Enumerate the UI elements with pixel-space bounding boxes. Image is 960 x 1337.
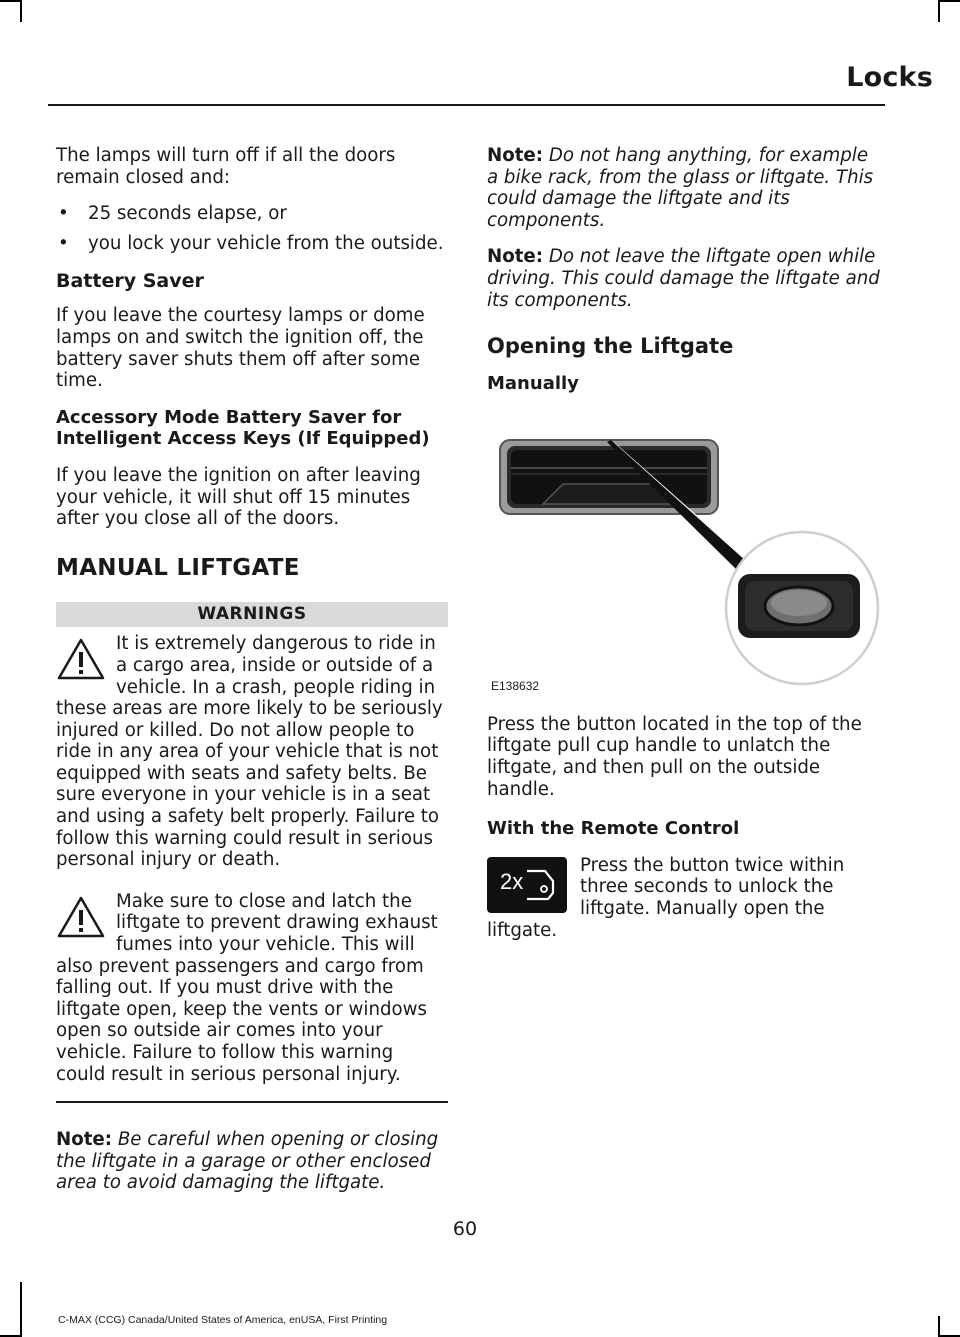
crop-mark: [20, 0, 22, 22]
note-text: Do not leave the liftgate open while driving. This could damage the liftgate and its components.: [487, 246, 880, 311]
warning-text: It is extremely dangerous to ride in a cargo area, inside or outside of a vehicle. In a crash, people riding in these areas are more likely to be seriously injured or killed. Do not allow people to ride in any area of your vehicle that is not equipped with seats and safety belts. Be sure everyone in your vehicle is in a seat and using a safety belt properly. Failure to follow this warning could result in serious personal injury or death.: [56, 633, 443, 871]
note-paragraph: [487, 145, 882, 231]
note-label: Note:: [487, 246, 544, 268]
manual-liftgate-heading: MANUAL LIFTGATE: [56, 554, 300, 581]
page-number: 60: [452, 1218, 478, 1240]
accessory-mode-paragraph: If you leave the ignition on after leaving your vehicle, it will shut off 15 minutes after you close all of the doors.: [56, 464, 421, 530]
page-title: Locks: [846, 62, 933, 93]
right-column: [487, 145, 882, 941]
manually-heading: Manually: [487, 373, 579, 395]
crop-mark: [938, 1316, 940, 1337]
battery-saver-heading: Battery Saver: [56, 270, 204, 293]
liftgate-outline-icon: [487, 857, 567, 913]
accessory-mode-heading: Accessory Mode Battery Saver for Intelligent Access Keys (If Equipped): [56, 406, 430, 450]
crop-mark: [20, 1282, 22, 1337]
publication-footer: C-MAX (CCG) Canada/United States of America, enUSA, First Printing: [58, 1314, 388, 1326]
note-label: Note:: [56, 1129, 113, 1151]
remote-icon-label: 2x: [500, 868, 524, 894]
lamp-conditions-list: [56, 203, 448, 254]
opening-liftgate-heading: Opening the Liftgate: [487, 334, 734, 359]
remote-paragraph: Press the button twice within three seconds to unlock the liftgate. Manually open the liftgate.: [487, 854, 845, 941]
list-item: • you lock your vehicle from the outside.: [56, 233, 448, 255]
warning-triangle-icon: [56, 637, 106, 681]
remote-control-heading: With the Remote Control: [487, 818, 740, 840]
liftgate-handle-illustration: [487, 410, 882, 700]
crop-mark: [938, 0, 940, 22]
remote-instruction: [487, 855, 882, 941]
warning-block: [56, 633, 448, 871]
warnings-header: WARNINGS: [56, 602, 448, 627]
warning-text: Make sure to close and latch the liftgate to prevent drawing exhaust fumes into your vehicle. This will also prevent passengers and cargo from falling out. If you must drive with the liftgate open, keep the vents or windows open so outside air comes into your vehicle. Failure to follow this warning could result in serious personal injury.: [56, 890, 438, 1085]
remote-liftgate-icon: [487, 857, 567, 913]
intro-paragraph: The lamps will turn off if all the doors remain closed and:: [56, 145, 396, 188]
battery-saver-paragraph: If you leave the courtesy lamps or dome lamps on and switch the ignition off, the battery saver shuts them off after some time.: [56, 305, 425, 392]
left-column: [56, 145, 448, 1209]
note-paragraph: [56, 1129, 448, 1194]
note-label: Note:: [487, 145, 544, 166]
figure-code: E138632: [491, 679, 540, 694]
note-paragraph: [487, 246, 882, 311]
liftgate-handle-figure: [487, 410, 882, 700]
note-text: Be careful when opening or closing the liftgate in a garage or other enclosed area to avoid damaging the liftgate.: [56, 1129, 439, 1194]
header-rule: [48, 104, 885, 106]
note-text: Do not hang anything, for example a bike rack, from the glass or liftgate. This could damage the liftgate and its components.: [487, 145, 874, 231]
crop-mark: [0, 0, 22, 2]
list-item: • 25 seconds elapse, or: [56, 203, 448, 225]
warning-block: [56, 891, 448, 1085]
crop-mark: [938, 0, 960, 2]
warnings-end-rule: [56, 1101, 448, 1103]
manually-paragraph: Press the button located in the top of the liftgate pull cup handle to unlatch the liftgate, and then pull on the outside handle.: [487, 713, 862, 800]
warning-triangle-icon: [56, 895, 106, 939]
